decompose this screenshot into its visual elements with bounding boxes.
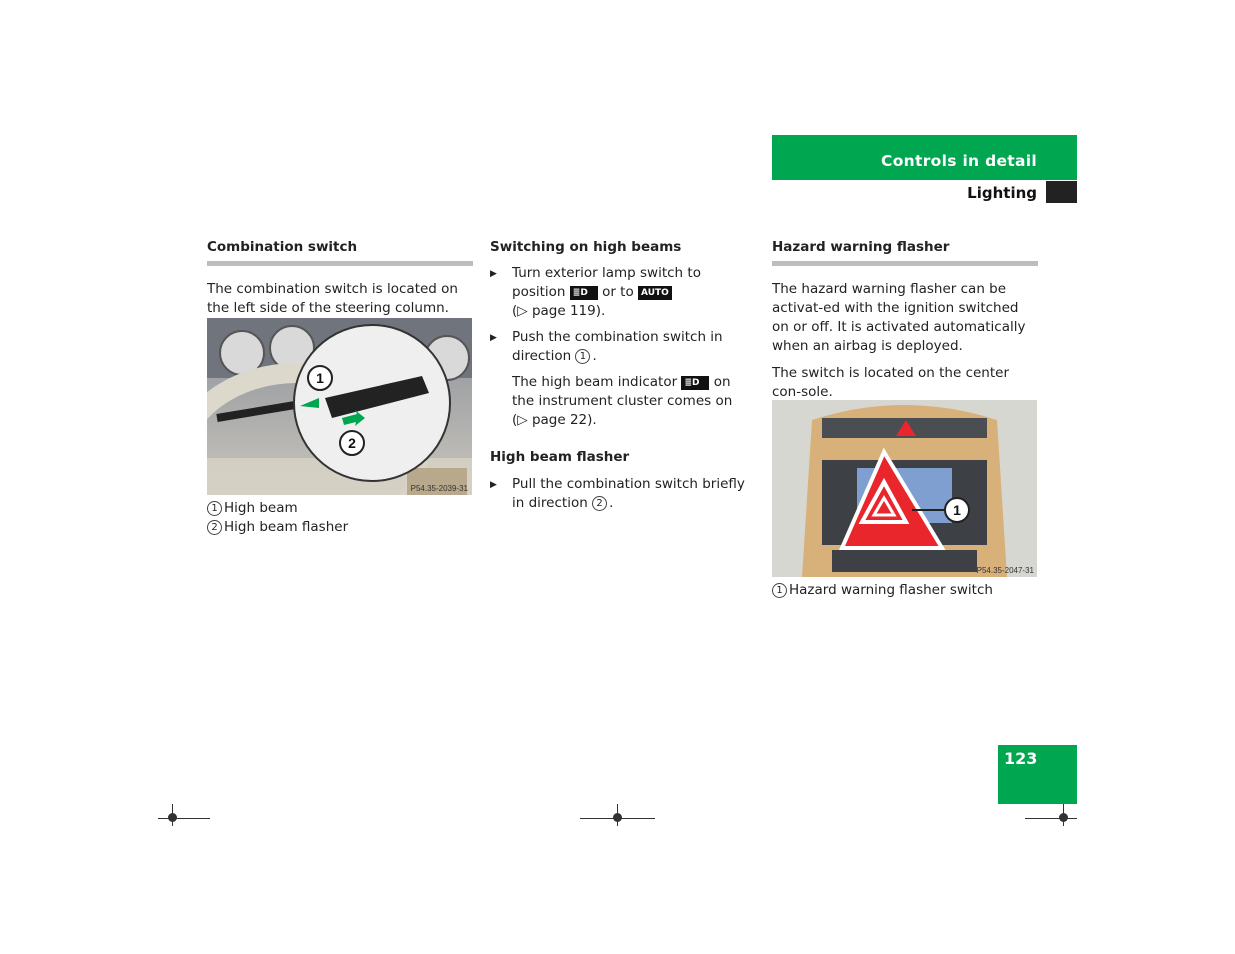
legend-number: 2 (207, 520, 222, 535)
page-reference: (▷ page 22). (512, 412, 597, 428)
legend-text: High beam (224, 500, 298, 516)
callout-1: 1 (316, 370, 324, 386)
legend-number: 1 (772, 583, 787, 598)
direction-number: 2 (592, 496, 607, 511)
heading-switching-high-beams: Switching on high beams (490, 239, 682, 255)
legend-item (772, 581, 1038, 600)
note-text: The high beam indicator (512, 374, 678, 390)
center-console-illustration (772, 400, 1037, 577)
step-pull-switch: ▶ Pull the combination switch briefly in direction 2 . (490, 475, 746, 513)
page-number: 123 (1004, 749, 1038, 768)
note-text: on the instrument cluster comes on (512, 374, 733, 409)
legend-text: High beam flasher (224, 519, 349, 535)
crop-mark (158, 818, 210, 819)
high-beam-indicator-icon: ≣D (681, 376, 709, 390)
legend-number: 1 (207, 501, 222, 516)
callout-2: 2 (348, 435, 356, 451)
subsection-title: Lighting (967, 184, 1037, 202)
steering-column-illustration (207, 318, 472, 495)
legend-item (207, 518, 473, 537)
step-turn-lamp-switch (490, 264, 746, 321)
direction-number: 1 (575, 349, 590, 364)
hazard-switch-image (772, 400, 1037, 577)
column-high-beams (490, 238, 746, 513)
step-text: Pull the combination switch briefly in direction (512, 476, 745, 511)
heading-high-beam-flasher: High beam flasher (490, 449, 630, 465)
step-text-or: or to (602, 284, 634, 300)
crop-mark-dot (168, 813, 177, 822)
heading-rule (207, 261, 473, 266)
header-tab-marker (1046, 181, 1077, 203)
section-title: Controls in detail (881, 152, 1037, 170)
combination-switch-image (207, 318, 472, 495)
crop-mark-dot (613, 813, 622, 822)
column-hazard-flasher (772, 238, 1038, 402)
legend-combination-switch (207, 499, 473, 537)
step-text: Turn exterior lamp switch to position (512, 265, 701, 300)
step-push-switch: ▶ Push the combination switch in direction 1 . (490, 328, 746, 366)
image-code: P54.35-2047-31 (976, 566, 1034, 575)
legend-item (207, 499, 473, 518)
note-indicator (490, 373, 746, 430)
heading-hazard-warning-flasher: Hazard warning flasher (772, 239, 950, 255)
hazard-location: The switch is located on the center con-sole. (772, 365, 1010, 400)
image-code: P54.35-2039-31 (410, 484, 468, 493)
heading-combination-switch: Combination switch (207, 239, 358, 255)
high-beam-symbol-icon: ≣D (570, 286, 598, 300)
page-reference: (▷ page 119). (512, 303, 606, 319)
auto-symbol-icon: AUTO (638, 286, 672, 300)
intro-text: The combination switch is located on the left side of the steering column. (207, 281, 458, 316)
callout-1: 1 (953, 502, 961, 518)
column-combination-switch (207, 238, 473, 318)
legend-hazard-flasher (772, 581, 1038, 600)
crop-mark (1025, 818, 1077, 819)
heading-rule (772, 261, 1038, 266)
legend-text: Hazard warning flasher switch (789, 582, 993, 598)
hazard-description: The hazard warning flasher can be activat-ed with the ignition switched on or off. It is activated automatically when an airbag is deployed. (772, 281, 1026, 354)
step-text: Push the combination switch in direction (512, 329, 723, 364)
crop-mark-dot (1059, 813, 1068, 822)
